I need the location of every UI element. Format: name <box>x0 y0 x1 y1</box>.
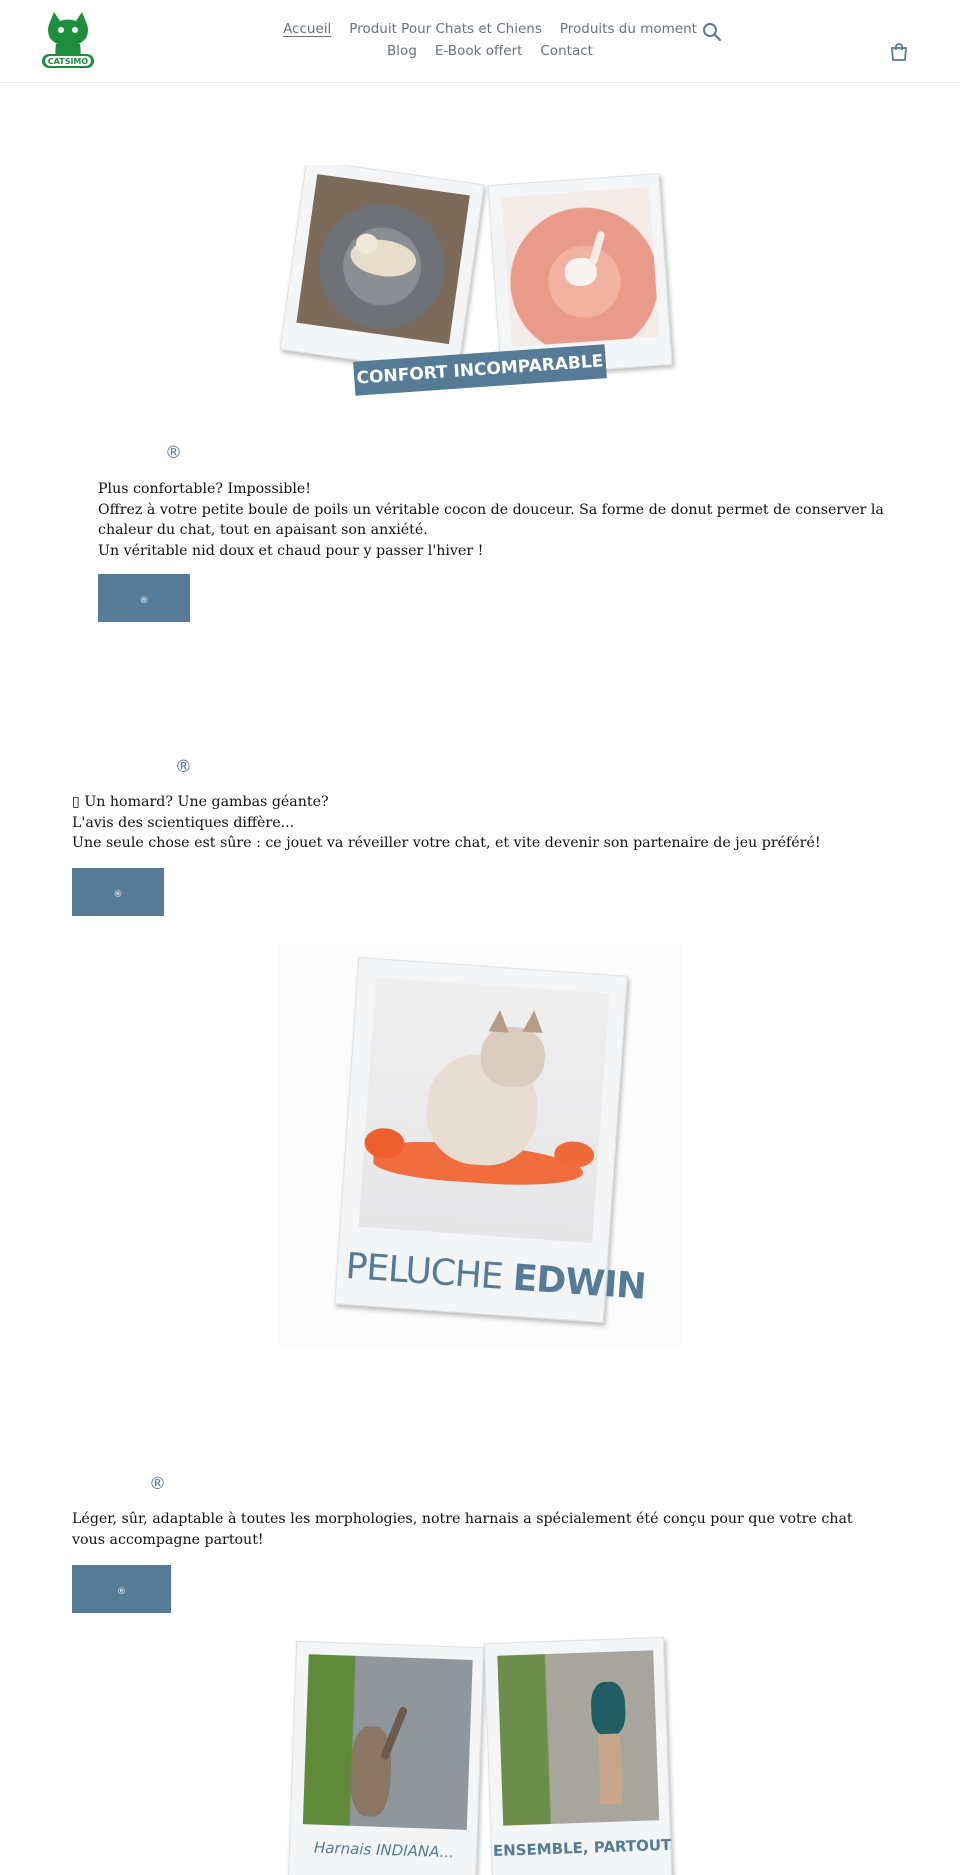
desc-3-line-1: Léger, sûr, adaptable à toutes les morphologies, notre harnais a spécialement été conçu pour que votre chat <box>72 1511 853 1527</box>
product-button-3[interactable] <box>72 1565 171 1613</box>
cart-icon[interactable] <box>889 42 909 62</box>
polaroid-ensemble-partout <box>484 1637 672 1875</box>
button-1-reg: ® <box>139 595 149 606</box>
main-nav <box>270 18 710 62</box>
desc-1-line-2: Offrez à votre petite boule de poils un véritable cocon de douceur. Sa forme de donut permet de conserver la <box>98 501 884 518</box>
harnais-cat-photo <box>303 1654 473 1830</box>
logo-text: CATSIMO <box>47 57 89 66</box>
nav-item-ebook[interactable]: E-Book offert <box>434 43 523 59</box>
peluche-edwin-image <box>278 944 682 1348</box>
harnais-caption-right: ENSEMBLE, PARTOUT <box>492 1835 672 1861</box>
edwin-photo <box>359 977 610 1243</box>
button-3-reg: ® <box>117 1586 126 1597</box>
product-title-2-reg: ® <box>175 757 192 777</box>
site-header <box>0 0 960 83</box>
desc-3-line-2: vous accompagne partout! <box>72 1531 264 1548</box>
product-title-3-reg: ® <box>149 1474 166 1494</box>
nav-item-accueil[interactable]: Accueil <box>283 21 332 37</box>
product-title-1-reg: ® <box>165 443 182 463</box>
harnais-caption-left: Harnais INDIANA... <box>313 1838 455 1862</box>
desc-1-line-4: Un véritable nid doux et chaud pour y passer l'hiver ! <box>98 542 484 559</box>
catsimo-logo[interactable] <box>40 12 96 70</box>
desc-1-line-3: chaleur du chat, tout en apaisant son anxiété. <box>98 522 428 538</box>
polaroid-grey-bed <box>280 165 485 375</box>
nav-item-blog[interactable]: Blog <box>387 43 417 59</box>
product-description-2 <box>72 792 902 854</box>
product-button-1[interactable] <box>98 574 190 622</box>
search-icon[interactable] <box>701 21 723 43</box>
desc-2-line-1: ▯ Un homard? Une gambas géante? <box>72 794 329 810</box>
product-description-1 <box>98 479 898 561</box>
grey-bed-photo <box>296 174 469 344</box>
nav-item-contact[interactable]: Contact <box>540 43 593 59</box>
desc-2-line-3: Une seule chose est sûre : ce jouet va réveiller votre chat, et vite devenir son partenaire de jeu préféré! <box>72 835 821 851</box>
button-2-reg: ® <box>113 889 123 900</box>
desc-1-line-1: Plus confortable? Impossible! <box>98 481 311 497</box>
pink-bed-photo <box>501 187 659 347</box>
product-button-2[interactable] <box>72 868 164 916</box>
harnais-image <box>278 1634 682 1875</box>
confort-banner: CONFORT INCOMPARABLE <box>353 344 607 395</box>
nav-item-produits-chats-chiens[interactable]: Produit Pour Chats et Chiens <box>349 21 542 37</box>
edwin-caption-bold: EDWIN <box>511 1257 647 1308</box>
polaroid-harnais-indiana <box>288 1641 484 1875</box>
confort-image <box>278 165 682 401</box>
polaroid-edwin <box>334 957 647 1323</box>
edwin-caption-light: PELUCHE <box>344 1245 504 1298</box>
edwin-caption <box>344 1245 647 1308</box>
ensemble-photo <box>497 1650 659 1825</box>
product-description-3 <box>72 1509 872 1550</box>
nav-item-produits-du-moment[interactable]: Produits du moment <box>559 21 697 37</box>
desc-2-line-2: L'avis des scientiques diffère... <box>72 814 295 831</box>
